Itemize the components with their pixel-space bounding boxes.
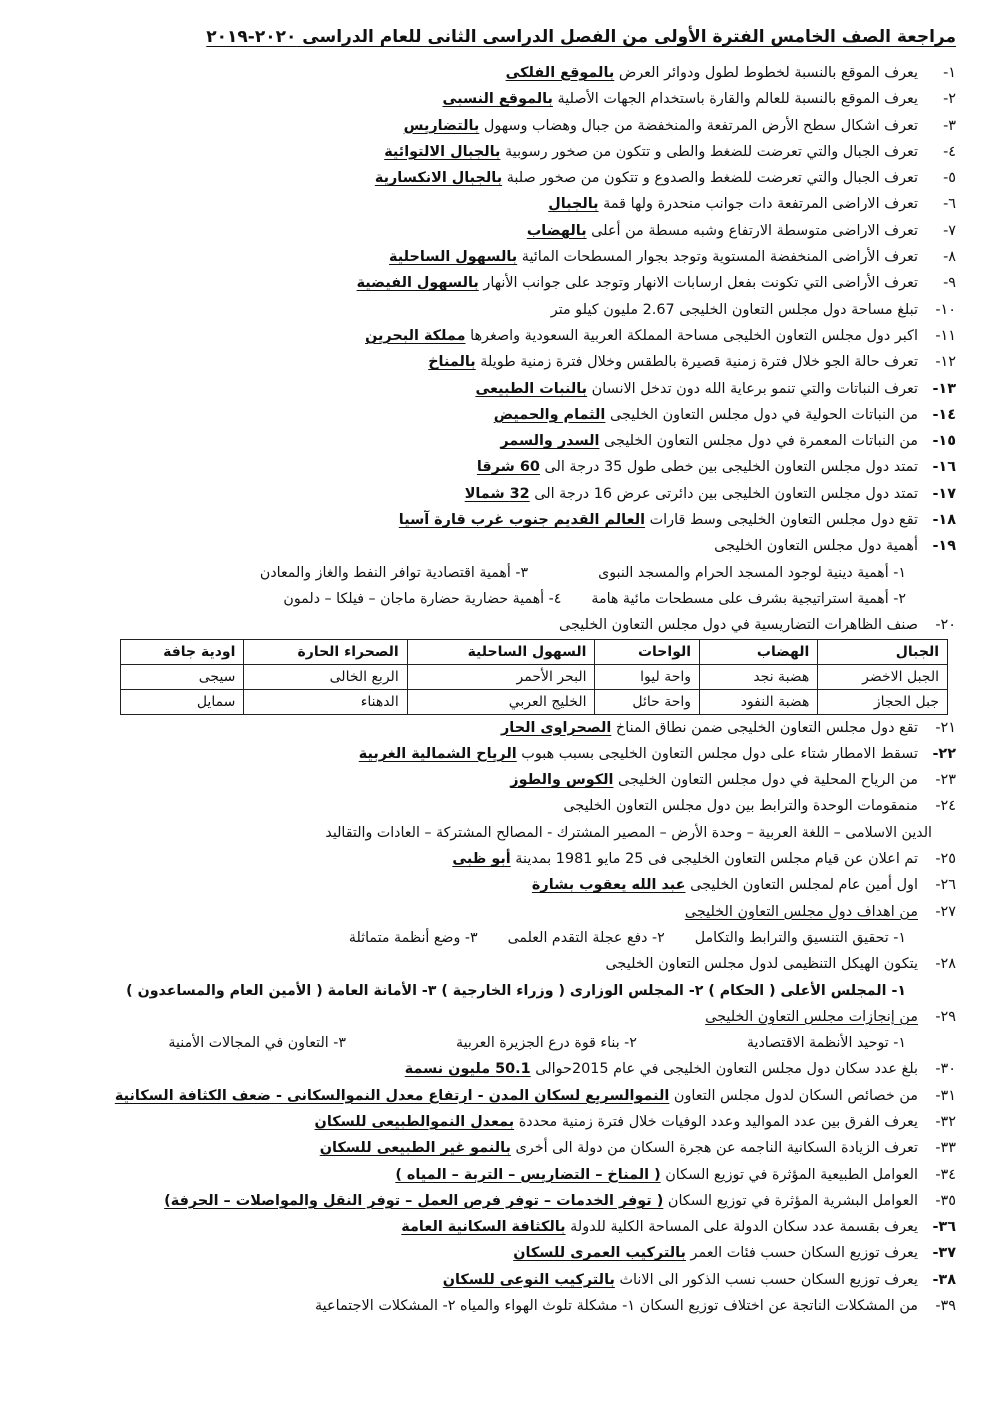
question-text: تم اعلان عن قيام مجلس التعاون الخليجى فى 25 مايو 1981 بمدينة (510, 851, 918, 868)
relief-table (120, 639, 948, 715)
table-cell: الخليج العربي (407, 689, 595, 714)
question-item (38, 1293, 956, 1319)
question-number: ٣٠- (935, 1061, 956, 1078)
answer: بالموقع الفلكى (505, 65, 615, 81)
table-cell: واحة ليوا (595, 664, 700, 689)
question-item (38, 872, 956, 898)
question-item (38, 1188, 956, 1214)
question-text: صنف الظاهرات التضاريسية في دول مجلس التعاون الخليجى (559, 617, 918, 634)
question-item (38, 113, 956, 139)
question-number: ٦- (943, 196, 956, 213)
question-item (38, 139, 956, 165)
question-number: ١١- (935, 327, 956, 344)
question-text: من الرياح المحلية في دول مجلس التعاون الخليجى (613, 772, 918, 789)
answer: الرياح الشمالية الغربية (358, 745, 517, 762)
question-text: تسقط الامطار شتاء على دول مجلس التعاون الخليجى بسبب هبوب (516, 745, 918, 762)
question-text: من النباتات المعمرة في دول مجلس التعاون الخليجى (599, 433, 918, 450)
question-number: ٣٨- (932, 1271, 956, 1288)
answer: مملكة البحرين (365, 327, 466, 344)
question-text: منمقومات الوحدة والترابط بين دول مجلس التعاون الخليجى (563, 798, 918, 815)
question-text: تقع دول مجلس التعاون الخليجى وسط قارات (645, 512, 918, 529)
question-text: تعرف الأراضى التي تكونت بفعل ارسابات الانهار وتوجد على جوانب الأنهار (478, 275, 918, 292)
question-number: ٢٢- (932, 745, 956, 762)
question-item (38, 402, 956, 428)
question-number: ٤- (943, 143, 956, 160)
question-item (38, 191, 956, 217)
question-item (38, 323, 956, 349)
table-cell: البحر الأحمر (407, 664, 595, 689)
question-number: ٢٠- (935, 617, 956, 634)
question-number: ٣٥- (935, 1192, 956, 1209)
question-item (38, 793, 956, 819)
question-text: من اهداف دول مجلس التعاون الخليجى (684, 903, 918, 920)
question-number: ١٦- (932, 459, 956, 476)
table-cell: الدهناء (244, 689, 407, 714)
question-number: ٣٤- (935, 1166, 956, 1183)
answer: بالتضاريس (403, 117, 480, 134)
question-number: ٨- (943, 249, 956, 266)
review-sheet (38, 26, 956, 1319)
question-number: ٢٩- (935, 1008, 956, 1025)
table-header: الصحراء الحارة (244, 639, 407, 664)
table-header-row (121, 639, 948, 664)
question-number: ١٢- (935, 354, 956, 371)
answer: بالهضاب (526, 222, 587, 239)
question-text: يعرف توزيع السكان حسب نسب الذكور الى الاناث (614, 1271, 918, 1288)
question-number: ١٤- (932, 406, 956, 423)
table-row (121, 689, 948, 714)
answer: ( توفر الخدمات – توفر فرص العمل – توفر النقل والمواصلات – الحرفة) (164, 1192, 664, 1209)
answer: الثمام والحميض (493, 406, 606, 423)
answer: النموالسريع لسكان المدن - ارتفاع معدل النموالسكانى - ضعف الكثافة السكانية (114, 1087, 670, 1104)
structure-row: ١- المجلس الأعلى ( الحكام ) ٢- المجلس الوزارى ( وزراء الخارجية ) ٣- الأمانة العامة ( الأمين العام والمساعدون ) (126, 982, 906, 999)
question-item (38, 86, 956, 112)
question-item (38, 428, 956, 454)
answer: بالموقع النسبى (442, 91, 553, 108)
question-text: بلغ عدد سكان دول مجلس التعاون الخليجى في عام 2015حوالى (530, 1061, 918, 1078)
answer: ( المناخ – التضاريس – التربة – المياه ) (395, 1166, 661, 1183)
importance-row-2: ٢- أهمية استراتيجية بشرف على مسطحات مائية هامة٤- أهمية حضارية حضارة ماجان – فيلكا – دلمون (283, 590, 906, 607)
answer: بالنبات الطبيعى (475, 380, 588, 397)
question-item (38, 1004, 956, 1030)
question-item (38, 165, 956, 191)
question-number: ٢٤- (935, 798, 956, 815)
table-cell: الربع الخالى (244, 664, 407, 689)
question-item (38, 1083, 956, 1109)
question-text: من خصائص السكان لدول مجلس التعاون (669, 1087, 918, 1104)
answer: بالجبال الانكسارية (374, 170, 503, 187)
question-text: العوامل الطبيعية المؤثرة في توزيع السكان (660, 1166, 918, 1183)
answer: بالمناخ (428, 354, 476, 371)
importance-row-1: ١- أهمية دينية لوجود المسجد الحرام والمسجد النبوى٣- أهمية اقتصادية توافر النفط والغاز والمعادن (259, 564, 906, 581)
question-text: تعرف الاراضى المرتفعة دات جوانب منحدرة ولها قمة (598, 196, 918, 213)
answer: السدر والسمر (500, 433, 600, 450)
table-cell: سيجى (121, 664, 244, 689)
question-text: يعرف الفرق بين عدد المواليد وعدد الوفيات خلال فترة زمنية محددة (514, 1113, 918, 1130)
table-header: الهضاب (700, 639, 818, 664)
question-number: ٢٧- (935, 903, 956, 920)
table-cell: الجبل الاخضر (818, 664, 948, 689)
question-item (38, 846, 956, 872)
question-number: ٣٧- (932, 1245, 956, 1262)
question-number: ١٧- (932, 485, 956, 502)
question-list-1 (38, 60, 956, 560)
question-number: ٣٦- (932, 1219, 956, 1236)
question-text: من إنجازات مجلس التعاون الخليجى (705, 1008, 918, 1025)
question-number: ١٩- (932, 538, 956, 555)
question-item (38, 1214, 956, 1240)
table-cell: سمايل (121, 689, 244, 714)
question-number: ٣- (943, 117, 956, 134)
answer: العالم القديم جنوب غرب قارة آسيا (398, 512, 646, 529)
question-number: ٣٣- (935, 1140, 956, 1157)
answer: 50.1 مليون نسمة (404, 1061, 531, 1078)
question-item (38, 612, 956, 638)
question-number: ٥- (943, 170, 956, 187)
table-header: الجبال (818, 639, 948, 664)
question-number: ٢٦- (935, 877, 956, 894)
question-number: ١٣- (932, 380, 956, 397)
question-item (38, 454, 956, 480)
table-cell: واحة حائل (595, 689, 700, 714)
achievements-row: ١- توحيد الأنظمة الاقتصادية٢- بناء قوة درع الجزيرة العربية٣- التعاون في المجالات الأمنية (168, 1035, 906, 1052)
question-number: ٣١- (935, 1087, 956, 1104)
table-cell: هضبة نجد (700, 664, 818, 689)
question-text: من المشكلات الناتجة عن اختلاف توزيع السكان ١- مشكلة تلوث الهواء والمياه ٢- المشكلات الاجتماعية (314, 1298, 918, 1315)
question-item (38, 1162, 956, 1188)
table-header: اودية جافة (121, 639, 244, 664)
page-title: مراجعة الصف الخامس الفترة الأولى من الفصل الدراسى الثانى للعام الدراسى ٢٠٢٠-٢٠١٩ (206, 27, 956, 47)
question-number: ٣٢- (935, 1113, 956, 1130)
question-text: تعرف حالة الجو خلال فترة زمنية قصيرة بالطقس وخلال فترة زمنية طويلة (475, 354, 918, 371)
answer: 32 شمالا (464, 485, 530, 502)
answer: بالتركيب النوعى للسكان (442, 1271, 615, 1288)
question-text: تمتد دول مجلس التعاون الخليجى بين دائرتى عرض 16 درجة الى (529, 485, 918, 502)
question-text: تعرف الزيادة السكانية الناجمه عن هجرة السكان من دولة الى أخرى (510, 1140, 918, 1157)
question-text: العوامل البشرية المؤثرة في توزيع السكان (663, 1192, 918, 1209)
question-item (38, 767, 956, 793)
unity-factors: الدين الاسلامى – اللغة العربية – وحدة الأرض – المصير المشترك - المصالح المشتركة – العادات والتقاليد (325, 824, 932, 841)
question-item (38, 218, 956, 244)
question-item (38, 349, 956, 375)
answer: بالنمو غير الطبيعى للسكان (319, 1140, 511, 1157)
question-item (38, 297, 956, 323)
answer: بالسهول الفيضية (356, 275, 479, 292)
question-number: ٢- (943, 91, 956, 108)
question-item (38, 1267, 956, 1293)
question-item (38, 60, 956, 86)
question-item (38, 1109, 956, 1135)
table-cell: جبل الحجاز (818, 689, 948, 714)
table-row (121, 664, 948, 689)
answer: بالكثافة السكانية العامة (401, 1219, 566, 1236)
question-item (38, 533, 956, 559)
question-item (38, 244, 956, 270)
question-text: تقع دول مجلس التعاون الخليجى ضمن نطاق المناخ (611, 719, 918, 736)
question-text: تعرف الجبال والتي تعرضت للضغط والصدوع و تتكون من صخور صلبة (502, 170, 918, 187)
question-number: ١٠- (935, 301, 956, 318)
question-item (38, 899, 956, 925)
table-header: السهول الساحلية (407, 639, 595, 664)
question-number: ٢٣- (935, 772, 956, 789)
question-number: ١٨- (932, 512, 956, 529)
question-item (38, 1056, 956, 1082)
question-item (38, 481, 956, 507)
question-text: أهمية دول مجلس التعاون الخليجى (714, 538, 918, 555)
question-text: تعرف النباتات والتي تنمو برعاية الله دون تدخل الانسان (587, 380, 918, 397)
question-item (38, 741, 956, 767)
answer: أبو ظبى (452, 851, 511, 868)
question-item (38, 715, 956, 741)
question-text: من النباتات الحولية في دول مجلس التعاون الخليجى (605, 406, 918, 423)
question-item (38, 270, 956, 296)
question-text: اول أمين عام لمجلس التعاون الخليجى (685, 877, 918, 894)
question-number: ٢٨- (935, 956, 956, 973)
question-number: ٣٩- (935, 1298, 956, 1315)
question-text: يعرف الموقع بالنسبة للعالم والقارة باستخدام الجهات الأصلية (552, 91, 918, 108)
answer: عبد الله يعقوب بشارة (531, 877, 686, 894)
goals-row: ١- تحقيق التنسيق والترابط والتكامل٢- دفع عجلة التقدم العلمى٣- وضع أنظمة متماثلة (348, 929, 906, 946)
question-text: اكبر دول مجلس التعاون الخليجى مساحة المملكة العربية السعودية واصغرها (465, 327, 918, 344)
answer: الصحراوى الحار (501, 719, 612, 736)
question-text: تعرف الاراضى متوسطة الارتفاع وشبه مسطة من أعلى (586, 222, 918, 239)
question-number: ٢١- (935, 719, 956, 736)
table-cell: هضبة النفود (700, 689, 818, 714)
answer: بالجبال (548, 196, 599, 213)
question-item (38, 951, 956, 977)
question-text: يعرف بقسمة عدد سكان الدولة على المساحة الكلية للدولة (565, 1219, 918, 1236)
answer: بالسهول الساحلية (389, 249, 518, 266)
question-number: ٧- (943, 222, 956, 239)
question-text: تمتد دول مجلس التعاون الخليجى بين خطى طول 35 درجة الى (539, 459, 918, 476)
table-header: الواحات (595, 639, 700, 664)
question-text: تعرف الأراضى المنخفضة المستوية وتوجد بجوار المسطحات المائية (517, 249, 918, 266)
answer: بمعدل النموالطبيعى للسكان (314, 1113, 515, 1130)
question-item (38, 1135, 956, 1161)
answer: الكوس والطوز (510, 772, 614, 789)
question-number: ٩- (943, 275, 956, 292)
answer: بالتركيب العمرى للسكان (513, 1245, 686, 1262)
question-item (38, 1240, 956, 1266)
question-text: يتكون الهيكل التنظيمى لدول مجلس التعاون الخليجى (605, 956, 918, 973)
answer: 60 شرقا (476, 459, 540, 476)
question-text: يعرف الموقع بالنسبة لخطوط لطول ودوائر العرض (614, 65, 918, 81)
question-text: يعرف توزيع السكان حسب فئات العمر (685, 1245, 918, 1262)
question-text: تعرف الجبال والتي تعرضت للضغط والطى و تتكون من صخور رسوبية (500, 143, 918, 160)
question-number: ٢٥- (935, 851, 956, 868)
question-number: ١٥- (932, 433, 956, 450)
question-text: تعرف اشكال سطح الأرض المرتفعة والمنخفضة من جبال وهضاب وسهول (479, 117, 918, 134)
question-text: تبلغ مساحة دول مجلس التعاون الخليجى 2.67 مليون كيلو متر (550, 301, 918, 318)
question-item (38, 507, 956, 533)
question-number: ١- (943, 65, 956, 81)
answer: بالجبال الالتوائية (384, 143, 501, 160)
question-item (38, 376, 956, 402)
